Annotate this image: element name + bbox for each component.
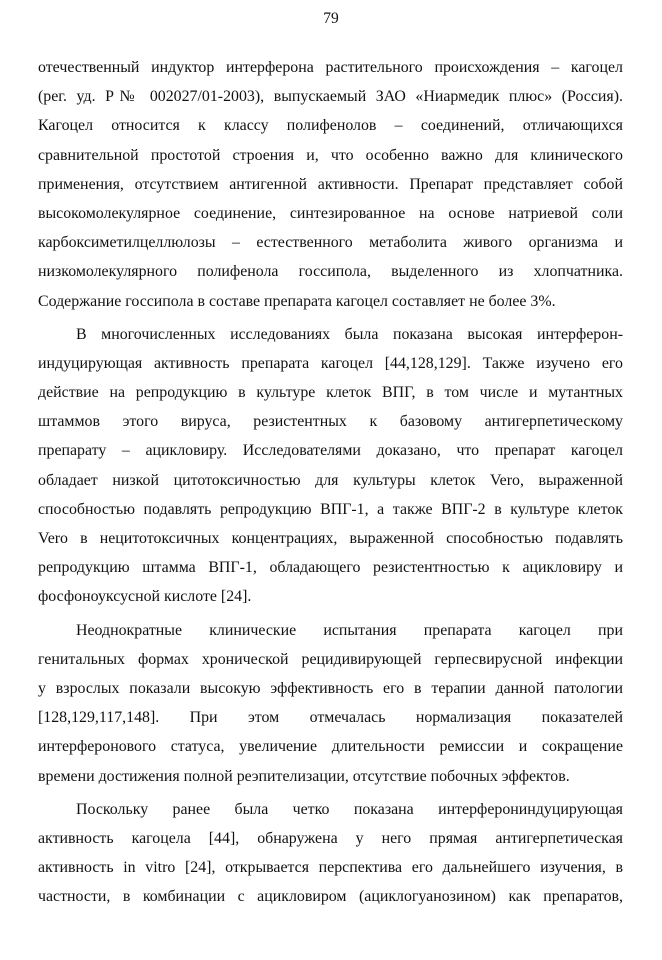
text-line: Кагоцел относится к классу полифенолов – соединений, отличающихся	[38, 117, 623, 135]
text-line: низкомолекулярного полифенола госсипола, выделенного из хлопчатника.	[38, 263, 623, 281]
paragraph-3	[38, 616, 623, 791]
text-line: Поскольку ранее была четко показана интерферониндуцирующая	[76, 800, 623, 818]
paragraph-2	[38, 320, 623, 612]
text-line: времени достижения полной реэпителизации, отсутствие побочных эффектов.	[38, 767, 570, 785]
text-line: высокомолекулярное соединение, синтезированное на основе натриевой соли	[38, 204, 623, 222]
text-line: штаммов этого вируса, резистентных к базовому антигерпетическому	[38, 413, 623, 431]
text-line: Неоднократные клинические испытания препарата кагоцел при	[76, 621, 623, 639]
text-line: частности, в комбинации с ацикловиром (ациклогуанозином) как препаратов,	[38, 888, 623, 906]
document-body	[38, 53, 623, 911]
text-line: препарату – ацикловиру. Исследователями доказано, что препарат кагоцел	[38, 442, 623, 460]
text-line: фосфоноуксусной кислоте [24].	[38, 588, 252, 606]
text-line: В многочисленных исследованиях была показана высокая интерферон-	[76, 325, 623, 343]
text-line: [128,129,117,148]. При этом отмечалась нормализация показателей	[38, 709, 623, 727]
text-line: генитальных формах хронической рецидивирующей герпесвирусной инфекции	[38, 650, 623, 668]
text-line: индуцирующая активность препарата кагоцел [44,128,129]. Также изучено его	[38, 354, 623, 372]
text-line: Vero в нецитотоксичных концентрациях, выраженной способностью подавлять	[38, 530, 623, 547]
text-line: способностью подавлять репродукцию ВПГ-1, а также ВПГ-2 в культуре клеток	[38, 500, 623, 518]
page-number: 79	[323, 10, 339, 27]
text-line: обладает низкой цитотоксичностью для культуры клеток Vero, выраженной	[38, 471, 623, 489]
text-line: репродукцию штамма ВПГ-1, обладающего резистентностью к ацикловиру и	[38, 559, 623, 577]
text-line: Содержание госсипола в составе препарата кагоцел составляет не более 3%.	[38, 292, 556, 310]
text-line: (рег. уд. Р№ 002027/01-2003), выпускаемый ЗАО «Ниармедик плюс» (Россия).	[38, 88, 623, 106]
text-line: интерферонового статуса, увеличение длительности ремиссии и сокращение	[38, 738, 623, 756]
text-line: у взрослых показали высокую эффективность его в терапии данной патологии	[38, 679, 623, 697]
text-line: карбоксиметилцеллюлозы – естественного метаболита живого организма и	[38, 234, 623, 252]
paragraph-1	[38, 53, 623, 316]
text-line: активность кагоцела [44], обнаружена у него прямая антигерпетическая	[38, 829, 623, 847]
text-line: активность in vitro [24], открывается перспектива его дальнейшего изучения, в	[38, 859, 623, 877]
text-line: отечественный индуктор интерферона растительного происхождения – кагоцел	[38, 59, 623, 76]
text-line: применения, отсутствием антигенной активности. Препарат представляет собой	[38, 175, 623, 193]
paragraph-4	[38, 795, 623, 912]
text-line: сравнительной простотой строения и, что особенно важно для клинического	[38, 146, 623, 164]
text-line: действие на репродукцию в культуре клеток ВПГ, в том числе и мутантных	[38, 384, 623, 402]
